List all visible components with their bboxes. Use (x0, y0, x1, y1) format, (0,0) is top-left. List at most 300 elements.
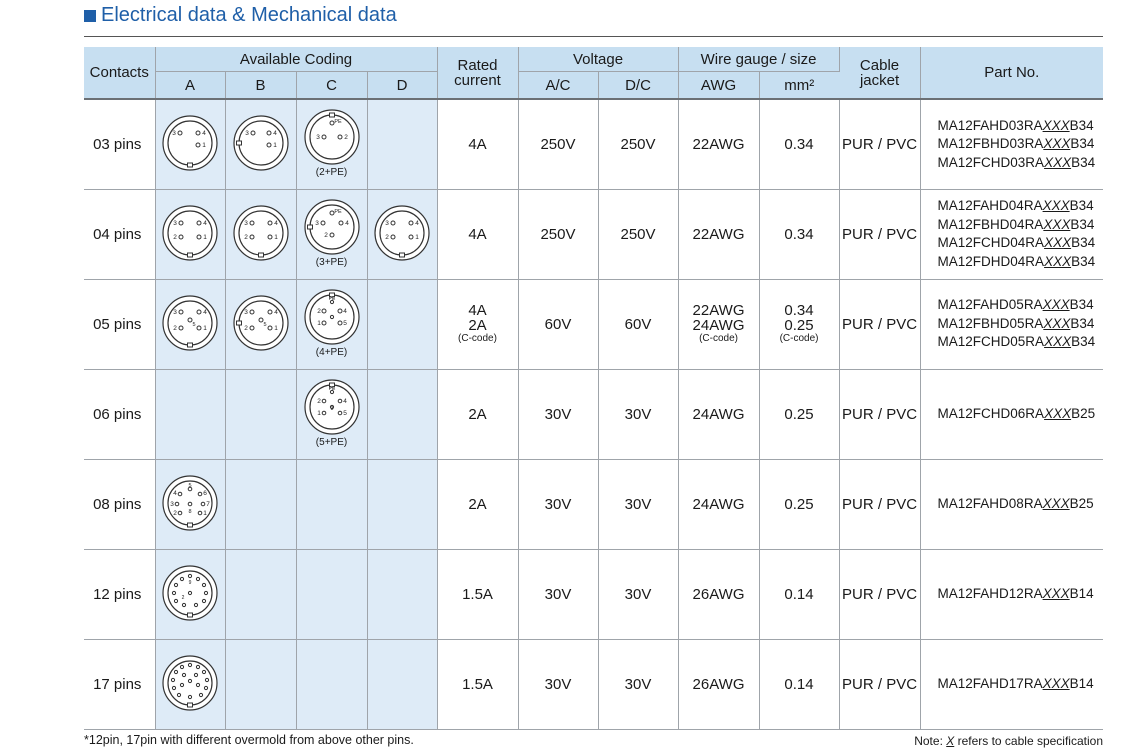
part-number-variable: XXX (1044, 334, 1072, 350)
table-row (84, 639, 1103, 729)
part-number (938, 333, 1104, 352)
awg-cell (678, 369, 759, 459)
pin-number: 1 (203, 234, 207, 241)
pin-number: PE (333, 119, 342, 126)
part-number (938, 234, 1104, 253)
contacts-cell (84, 639, 155, 729)
coding-pe-label: (2+PE) (315, 167, 348, 179)
coding-cell-a (155, 639, 225, 729)
mm2-stack (784, 137, 813, 152)
header-part-no: Part No. (920, 47, 1103, 99)
header-cable-jacket (839, 47, 920, 99)
coding-pe-label: (3+PE) (315, 257, 348, 268)
pin-number: 3 (173, 309, 177, 316)
coding-key-notch (188, 523, 193, 527)
part-number-prefix: MA12FBHD05RA (937, 315, 1044, 331)
contacts-cell (84, 369, 155, 459)
voltage-dc-value: 30V (624, 585, 652, 603)
pin-number: 4 (344, 220, 349, 227)
part-number-suffix: B34 (1069, 198, 1094, 213)
awg-value: 24AWG (692, 495, 745, 513)
pin-number: 2 (181, 595, 185, 601)
coding-cell-c (296, 279, 367, 369)
awg-stack (693, 407, 745, 422)
pin-number: 4 (342, 308, 347, 315)
coding-key-notch (329, 113, 334, 117)
mm2-stack (784, 677, 813, 692)
coding-key-notch (236, 321, 241, 325)
pin-number: 5 (192, 322, 196, 328)
pin-number: 4 (203, 220, 207, 227)
header-wire-gauge: Wire gauge / size (678, 47, 839, 72)
part-number (938, 135, 1104, 154)
voltage-ac-value: 30V (544, 495, 572, 513)
cable-jacket-cell (839, 369, 920, 459)
pin-number: 2 (385, 234, 389, 241)
part-number-suffix: B14 (1069, 585, 1094, 601)
connector-5c-icon (300, 289, 364, 347)
mm2-cell (759, 639, 839, 729)
coding-cell-d (367, 369, 437, 459)
connector-inner-ring (168, 301, 212, 345)
coding-cell-b (225, 279, 296, 369)
voltage-dc-cell (598, 549, 678, 639)
part-number-prefix: MA12FAHD03RA (937, 117, 1043, 133)
coding-key-notch (188, 253, 193, 257)
pin-number: 3 (173, 220, 177, 227)
header-awg: AWG (678, 72, 759, 100)
awg-cell (678, 639, 759, 729)
connector-4b-icon (229, 205, 293, 263)
pin-number: 4 (173, 490, 177, 497)
coding-key-notch (188, 613, 193, 617)
voltage-dc-value: 250V (620, 135, 656, 153)
mm2-stack (784, 497, 813, 512)
contacts-cell (84, 459, 155, 549)
header-contacts: Contacts (84, 47, 155, 99)
mm2-stack (784, 587, 813, 602)
cable-jacket-value: PUR / PVC (842, 315, 918, 333)
pin-number: 2 (323, 232, 328, 239)
coding-cell-d (367, 279, 437, 369)
awg-value: 22AWG (692, 135, 745, 153)
voltage-ac-cell (518, 459, 598, 549)
rated-current-stack (462, 587, 493, 602)
part-number-prefix: MA12FAHD12RA (937, 585, 1043, 601)
pin-number: 1 (415, 234, 419, 241)
part-number-suffix: B34 (1071, 334, 1096, 350)
coding-cell-a (155, 549, 225, 639)
part-number (938, 296, 1104, 315)
part-no-cell (920, 549, 1103, 639)
pin-number: 3 (244, 130, 249, 138)
coding-cell-d (367, 459, 437, 549)
table-row (84, 99, 1103, 189)
voltage-ac-cell (518, 99, 598, 189)
header-rated-current-text: Rated current (454, 56, 501, 89)
cable-jacket-cell (839, 459, 920, 549)
rated-current-note: (C-code) (458, 333, 497, 344)
part-number (938, 675, 1104, 694)
part-number-suffix: B34 (1071, 235, 1096, 250)
awg-value: 22AWG (692, 302, 745, 319)
voltage-dc-value: 30V (624, 675, 652, 693)
header-cable-jacket-text: Cable jacket (859, 56, 900, 89)
coding-cell-d (367, 99, 437, 189)
part-no-cell (920, 369, 1103, 459)
mm2-note: (C-code) (779, 333, 819, 344)
awg-value: 26AWG (692, 675, 745, 693)
coding-cell-a (155, 99, 225, 189)
cable-jacket-value: PUR / PVC (842, 495, 918, 513)
rated-current-value: 2A (468, 495, 487, 513)
section-title-text: Electrical data & Mechanical data (101, 4, 397, 26)
cable-jacket-value: PUR / PVC (842, 405, 918, 423)
part-number-suffix: B25 (1069, 495, 1094, 511)
mm2-value: 0.25 (784, 405, 814, 423)
contacts-label: 03 pins (93, 135, 142, 153)
coding-cell-b (225, 639, 296, 729)
part-number-suffix: B34 (1070, 136, 1095, 151)
contacts-label: 04 pins (93, 225, 142, 243)
part-number-variable: XXX (1043, 136, 1071, 151)
cable-jacket-value: PUR / PVC (842, 225, 918, 243)
pin-number: 2 (316, 398, 321, 405)
part-number-variable: XXX (1042, 297, 1070, 313)
part-number-prefix: MA12FCHD03RA (937, 154, 1045, 170)
part-number-variable: XXX (1042, 675, 1070, 691)
mm2-value: 0.14 (784, 585, 814, 603)
part-number (938, 197, 1104, 216)
coding-cell-c (296, 99, 367, 189)
pin-number: 3 (170, 501, 174, 508)
cable-jacket-value: PUR / PVC (842, 135, 918, 153)
pin-number: 1 (273, 325, 278, 332)
table-row (84, 189, 1103, 279)
contacts-label: 12 pins (93, 585, 142, 603)
pin-number: 4 (273, 309, 278, 316)
coding-cell-d (367, 549, 437, 639)
part-number-variable: XXX (1043, 315, 1071, 331)
part-number-suffix: B34 (1069, 297, 1094, 313)
coding-cell-c (296, 459, 367, 549)
footnote-right (914, 734, 1103, 748)
coding-key-notch (188, 163, 193, 167)
awg-value: 26AWG (692, 585, 745, 603)
header-mm2: mm² (759, 72, 839, 100)
coding-cell-d (367, 639, 437, 729)
section-title (84, 4, 397, 27)
rated-current-cell (437, 279, 518, 369)
footnote-left: *12pin, 17pin with different overmold from above other pins. (84, 733, 414, 747)
part-number-variable: XXX (1042, 198, 1070, 213)
pin-number: 3 (314, 220, 319, 227)
part-no-cell (920, 279, 1103, 369)
coding-cell-d (367, 189, 437, 279)
connector-4d-icon (370, 205, 434, 263)
mm2-value: 0.25 (784, 495, 814, 513)
awg-value: 24AWG (692, 405, 745, 423)
rated-current-value: 1.5A (462, 675, 493, 693)
table-header (84, 47, 1103, 99)
awg-value: 22AWG (692, 225, 745, 243)
voltage-ac-cell (518, 279, 598, 369)
coding-pe-label: (5+PE) (315, 437, 348, 448)
contacts-label: 08 pins (93, 495, 142, 513)
mm2-cell (759, 99, 839, 189)
pin-number: 4 (202, 130, 206, 138)
pin-number: 4 (273, 220, 278, 227)
pin-number: 3 (243, 220, 248, 227)
rated-current-stack (468, 137, 486, 152)
cable-jacket-value: PUR / PVC (842, 675, 918, 693)
coding-pe-label: (4+PE) (315, 347, 348, 358)
voltage-dc-cell (598, 189, 678, 279)
footnote-right-x: X (946, 734, 955, 748)
pin-number: 4 (272, 130, 277, 138)
voltage-ac-value: 30V (544, 405, 572, 423)
pin-number: 5 (262, 322, 267, 328)
part-number-prefix: MA12FBHD04RA (937, 216, 1044, 232)
header-code-b: B (225, 72, 296, 100)
coding-key-notch (307, 225, 312, 229)
pin-number: 9 (188, 580, 192, 586)
mm2-cell (759, 369, 839, 459)
awg-note: (C-code) (699, 333, 738, 344)
connector-4a-icon (158, 205, 222, 263)
pin-number: 1 (273, 234, 278, 241)
part-number-prefix: MA12FAHD17RA (937, 675, 1043, 691)
part-number-suffix: B14 (1069, 675, 1094, 691)
pin-number: 1 (202, 142, 206, 150)
rated-current-value: 4A (468, 135, 487, 153)
rated-current-stack (468, 497, 486, 512)
part-number-suffix: B34 (1071, 154, 1096, 170)
pin-number: 3 (385, 220, 389, 227)
pin-number: 5 (188, 483, 192, 489)
rated-current-value-2: 2A (468, 317, 487, 334)
part-number (938, 117, 1104, 136)
mm2-value: 0.34 (784, 135, 814, 153)
rated-current-value: 4A (468, 225, 487, 243)
connector-5b-icon (229, 295, 293, 353)
pin-number: 3 (243, 309, 248, 316)
part-number-prefix: MA12FCHD04RA (937, 235, 1045, 250)
part-number-variable: XXX (1044, 405, 1072, 421)
connector-6c-icon (300, 379, 364, 437)
coding-key-notch (188, 703, 193, 707)
part-number-variable: XXX (1042, 117, 1070, 133)
pin-number: 5 (342, 410, 347, 417)
connector-8a-icon (158, 475, 222, 533)
part-number-prefix: MA12FCHD05RA (937, 334, 1045, 350)
part-number-prefix: MA12FBHD03RA (937, 136, 1044, 151)
part-number-variable: XXX (1044, 235, 1072, 250)
part-number (938, 154, 1104, 173)
pin-number: 4 (342, 398, 347, 405)
awg-cell (678, 549, 759, 639)
awg-stack (693, 677, 745, 692)
mm2-value: 0.14 (784, 675, 814, 693)
part-number-prefix: MA12FDHD04RA (937, 253, 1045, 269)
rated-current-cell (437, 459, 518, 549)
pin-number: 2 (243, 325, 248, 332)
mm2-cell (759, 549, 839, 639)
rated-current-cell (437, 639, 518, 729)
coding-cell-c (296, 549, 367, 639)
coding-key-notch (188, 343, 193, 347)
connector-inner-ring (310, 205, 354, 249)
part-no-cell (920, 459, 1103, 549)
pin-number: 2 (343, 134, 348, 142)
coding-cell-a (155, 459, 225, 549)
mm2-stack (784, 407, 813, 422)
contacts-cell (84, 99, 155, 189)
connector-inner-ring (380, 211, 424, 255)
pin-number: 4 (203, 309, 207, 316)
pin-number: 1 (203, 325, 207, 332)
awg-cell (678, 189, 759, 279)
voltage-dc-cell (598, 639, 678, 729)
part-number (938, 585, 1104, 604)
pin-number: PE (328, 386, 335, 392)
cable-jacket-cell (839, 549, 920, 639)
rated-current-cell (437, 189, 518, 279)
contacts-cell (84, 189, 155, 279)
coding-key-notch (258, 253, 263, 257)
voltage-dc-cell (598, 369, 678, 459)
coding-cell-b (225, 99, 296, 189)
spec-table (84, 47, 1103, 730)
cable-jacket-value: PUR / PVC (842, 585, 918, 603)
rated-current-value: 1.5A (462, 585, 493, 603)
pin-number: 1 (203, 510, 207, 517)
coding-cell-b (225, 369, 296, 459)
awg-cell (678, 99, 759, 189)
awg-stack (693, 587, 745, 602)
pin-number: 6 (203, 490, 207, 497)
table-row (84, 549, 1103, 639)
connector-17a-icon (158, 655, 222, 713)
coding-cell-a (155, 279, 225, 369)
part-number-variable: XXX (1042, 585, 1070, 601)
mm2-value-2: 0.25 (784, 317, 814, 334)
contacts-label: 06 pins (93, 405, 142, 423)
rated-current-value: 4A (468, 302, 487, 319)
voltage-ac-value: 30V (544, 675, 572, 693)
header-code-c: C (296, 72, 367, 100)
part-number-prefix: MA12FAHD04RA (937, 198, 1043, 213)
voltage-dc-value: 60V (624, 315, 652, 333)
pin-number: 7 (206, 501, 210, 508)
contacts-cell (84, 279, 155, 369)
connector-3a-icon (158, 115, 222, 173)
awg-cell (678, 459, 759, 549)
voltage-dc-cell (598, 459, 678, 549)
awg-cell (678, 279, 759, 369)
pin-number: 2 (316, 308, 321, 315)
pin-number: 5 (342, 320, 347, 327)
mm2-stack (784, 227, 813, 242)
coding-cell-c (296, 189, 367, 279)
part-number-variable: XXX (1044, 253, 1072, 269)
part-number-variable: XXX (1042, 495, 1070, 511)
awg-stack (693, 137, 745, 152)
awg-stack (693, 497, 745, 512)
header-code-a: A (155, 72, 225, 100)
part-no-cell (920, 99, 1103, 189)
coding-cell-c (296, 369, 367, 459)
title-divider (84, 36, 1103, 37)
pin-number: 1 (316, 320, 321, 327)
rated-current-cell (437, 369, 518, 459)
awg-value-2: 24AWG (692, 317, 745, 334)
footnote-right-pre: Note: (914, 734, 947, 748)
part-number (938, 315, 1104, 334)
mm2-stack (780, 303, 819, 345)
part-number (938, 405, 1104, 424)
voltage-dc-value: 30V (624, 405, 652, 423)
pin-number: 8 (188, 509, 192, 515)
part-no-cell (920, 639, 1103, 729)
pin-number: 3 (315, 134, 320, 142)
table-row (84, 459, 1103, 549)
cable-jacket-cell (839, 99, 920, 189)
mm2-cell (759, 189, 839, 279)
pin-number: 2 (173, 234, 177, 241)
mm2-cell (759, 279, 839, 369)
header-voltage: Voltage (518, 47, 678, 72)
voltage-ac-value: 30V (544, 585, 572, 603)
part-number-prefix: MA12FAHD05RA (937, 297, 1043, 313)
voltage-ac-cell (518, 189, 598, 279)
connector-3b-icon (229, 115, 293, 173)
rated-current-cell (437, 549, 518, 639)
rated-current-stack (468, 407, 486, 422)
part-number-suffix: B34 (1070, 315, 1095, 331)
voltage-dc-value: 30V (624, 495, 652, 513)
contacts-label: 17 pins (93, 675, 142, 693)
connector-inner-ring (168, 211, 212, 255)
rated-current-cell (437, 99, 518, 189)
part-number-suffix: B25 (1071, 405, 1096, 421)
connector-inner-ring (239, 211, 283, 255)
pin-number: PE (333, 209, 342, 215)
pin-number: 3 (172, 130, 176, 138)
table-row (84, 279, 1103, 369)
rated-current-stack (462, 677, 493, 692)
part-number-prefix: MA12FAHD08RA (937, 495, 1043, 511)
coding-cell-b (225, 549, 296, 639)
pin-number: 4 (415, 220, 419, 227)
table-row (84, 369, 1103, 459)
part-number (938, 216, 1104, 235)
mm2-value: 0.34 (784, 225, 814, 243)
pin-number: 1 (316, 410, 321, 417)
coding-cell-b (225, 459, 296, 549)
voltage-dc-cell (598, 99, 678, 189)
header-code-d: D (367, 72, 437, 100)
part-number (938, 495, 1104, 514)
part-number-variable: XXX (1044, 154, 1072, 170)
cable-jacket-cell (839, 639, 920, 729)
voltage-ac-value: 250V (540, 225, 576, 243)
voltage-ac-value: 250V (540, 135, 576, 153)
pin-number: 2 (173, 510, 177, 517)
connector-inner-ring (239, 301, 283, 345)
pin-number: 2 (243, 234, 248, 241)
voltage-dc-cell (598, 279, 678, 369)
